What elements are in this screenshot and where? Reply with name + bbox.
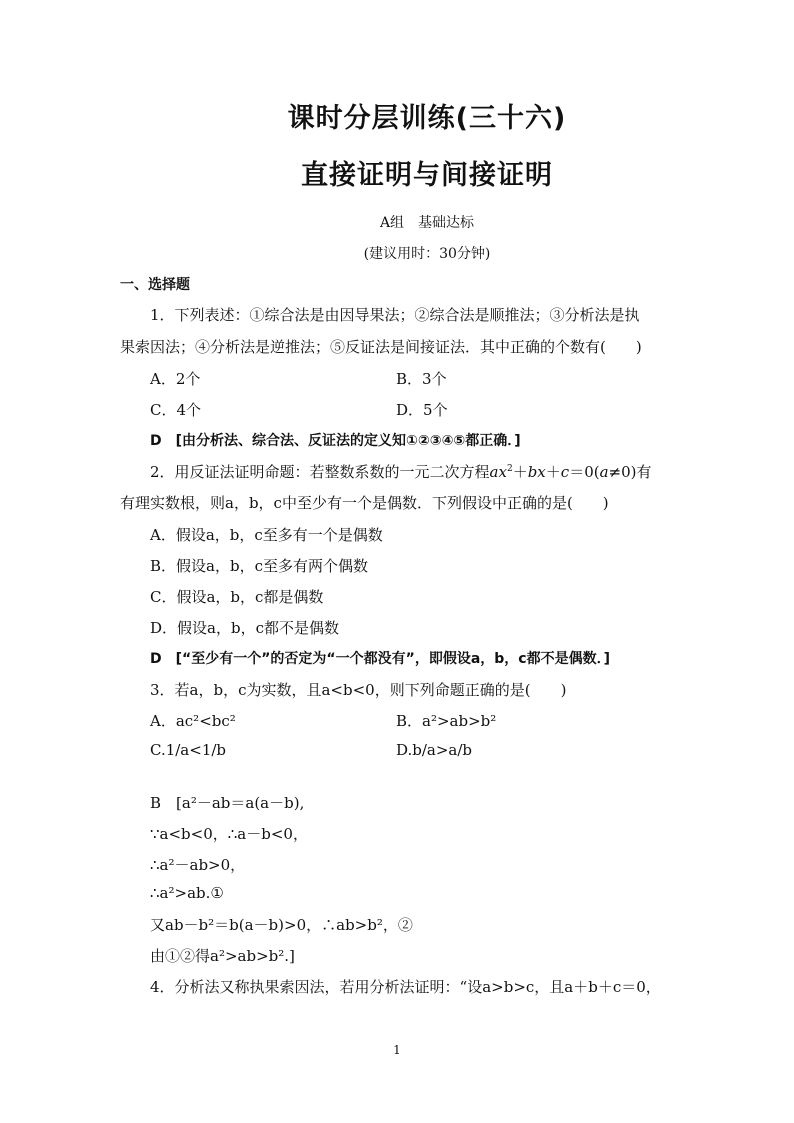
page-subtitle: 直接证明与间接证明 <box>301 160 553 191</box>
q3-option-b: B．a²>ab>b² <box>396 712 497 730</box>
q2-option-b: B．假设a，b，c至多有两个偶数 <box>150 557 368 575</box>
group-label: A组 基础达标 <box>379 215 475 231</box>
q3-solution-line5: 又ab－b²＝b(a－b)>0，∴ab>b²，② <box>150 916 413 934</box>
q1-option-d: D．5个 <box>396 401 448 419</box>
q2-stem-line1 <box>150 461 652 482</box>
q3-solution-line1: B [a²－ab＝a(a－b), <box>150 794 305 812</box>
q3-solution-line4: ∴a²>ab.① <box>150 884 224 902</box>
q1-stem-line1: 1．下列表述：①综合法是由因导果法；②综合法是顺推法；③分析法是执 <box>150 306 640 324</box>
q3-solution-line6: 由①②得a²>ab>b².] <box>150 947 295 965</box>
q3-stem: 3．若a，b，c为实数，且a<b<0，则下列命题正确的是( ) <box>150 681 567 699</box>
q2-option-d: D．假设a，b，c都不是偶数 <box>150 619 339 637</box>
q1-option-a: A．2个 <box>150 370 201 388</box>
q1-option-c: C．4个 <box>150 401 202 419</box>
q2-stem-prefix: 2．用反证法证明命题：若整数系数的一元二次方程 <box>150 463 490 481</box>
q3-solution-line3: ∴a²－ab>0， <box>150 856 246 874</box>
suggested-time: (建议用时：30分钟) <box>363 246 491 262</box>
q2-option-c: C．假设a，b，c都是偶数 <box>150 588 324 606</box>
q3-option-c: C.1/a<1/b <box>150 741 227 759</box>
q2-stem-line2: 有理实数根，则a，b，c中至少有一个是偶数．下列假设中正确的是( ) <box>120 494 609 512</box>
q2-option-a: A．假设a，b，c至多有一个是偶数 <box>150 526 383 544</box>
page-title: 课时分层训练(三十六) <box>287 103 567 134</box>
q1-stem-line2: 果索因法；④分析法是逆推法；⑤反证法是间接证法．其中正确的个数有( ) <box>120 338 642 356</box>
q2-equation: $ax^2+bx+c=0(a\ne 0)$ <box>489 463 637 481</box>
q3-solution-line2: ∵a<b<0，∴a－b<0， <box>150 825 308 843</box>
q2-answer: D [“至少有一个”的否定为“一个都没有”，即假设a，b，c都不是偶数．] <box>150 651 610 667</box>
page-number: 1 <box>393 1043 401 1057</box>
q1-answer: D [由分析法、综合法、反证法的定义知①②③④⑤都正确．] <box>150 433 521 449</box>
q2-stem-suffix: 有 <box>636 463 652 481</box>
section-title: 一、选择题 <box>120 277 190 293</box>
q3-option-a: A．ac²<bc² <box>150 712 236 730</box>
q4-stem-line1: 4．分析法又称执果索因法，若用分析法证明：“设a>b>c，且a＋b＋c＝0， <box>150 978 661 996</box>
q3-option-d: D.b/a>a/b <box>396 741 473 759</box>
q1-option-b: B．3个 <box>396 370 447 388</box>
